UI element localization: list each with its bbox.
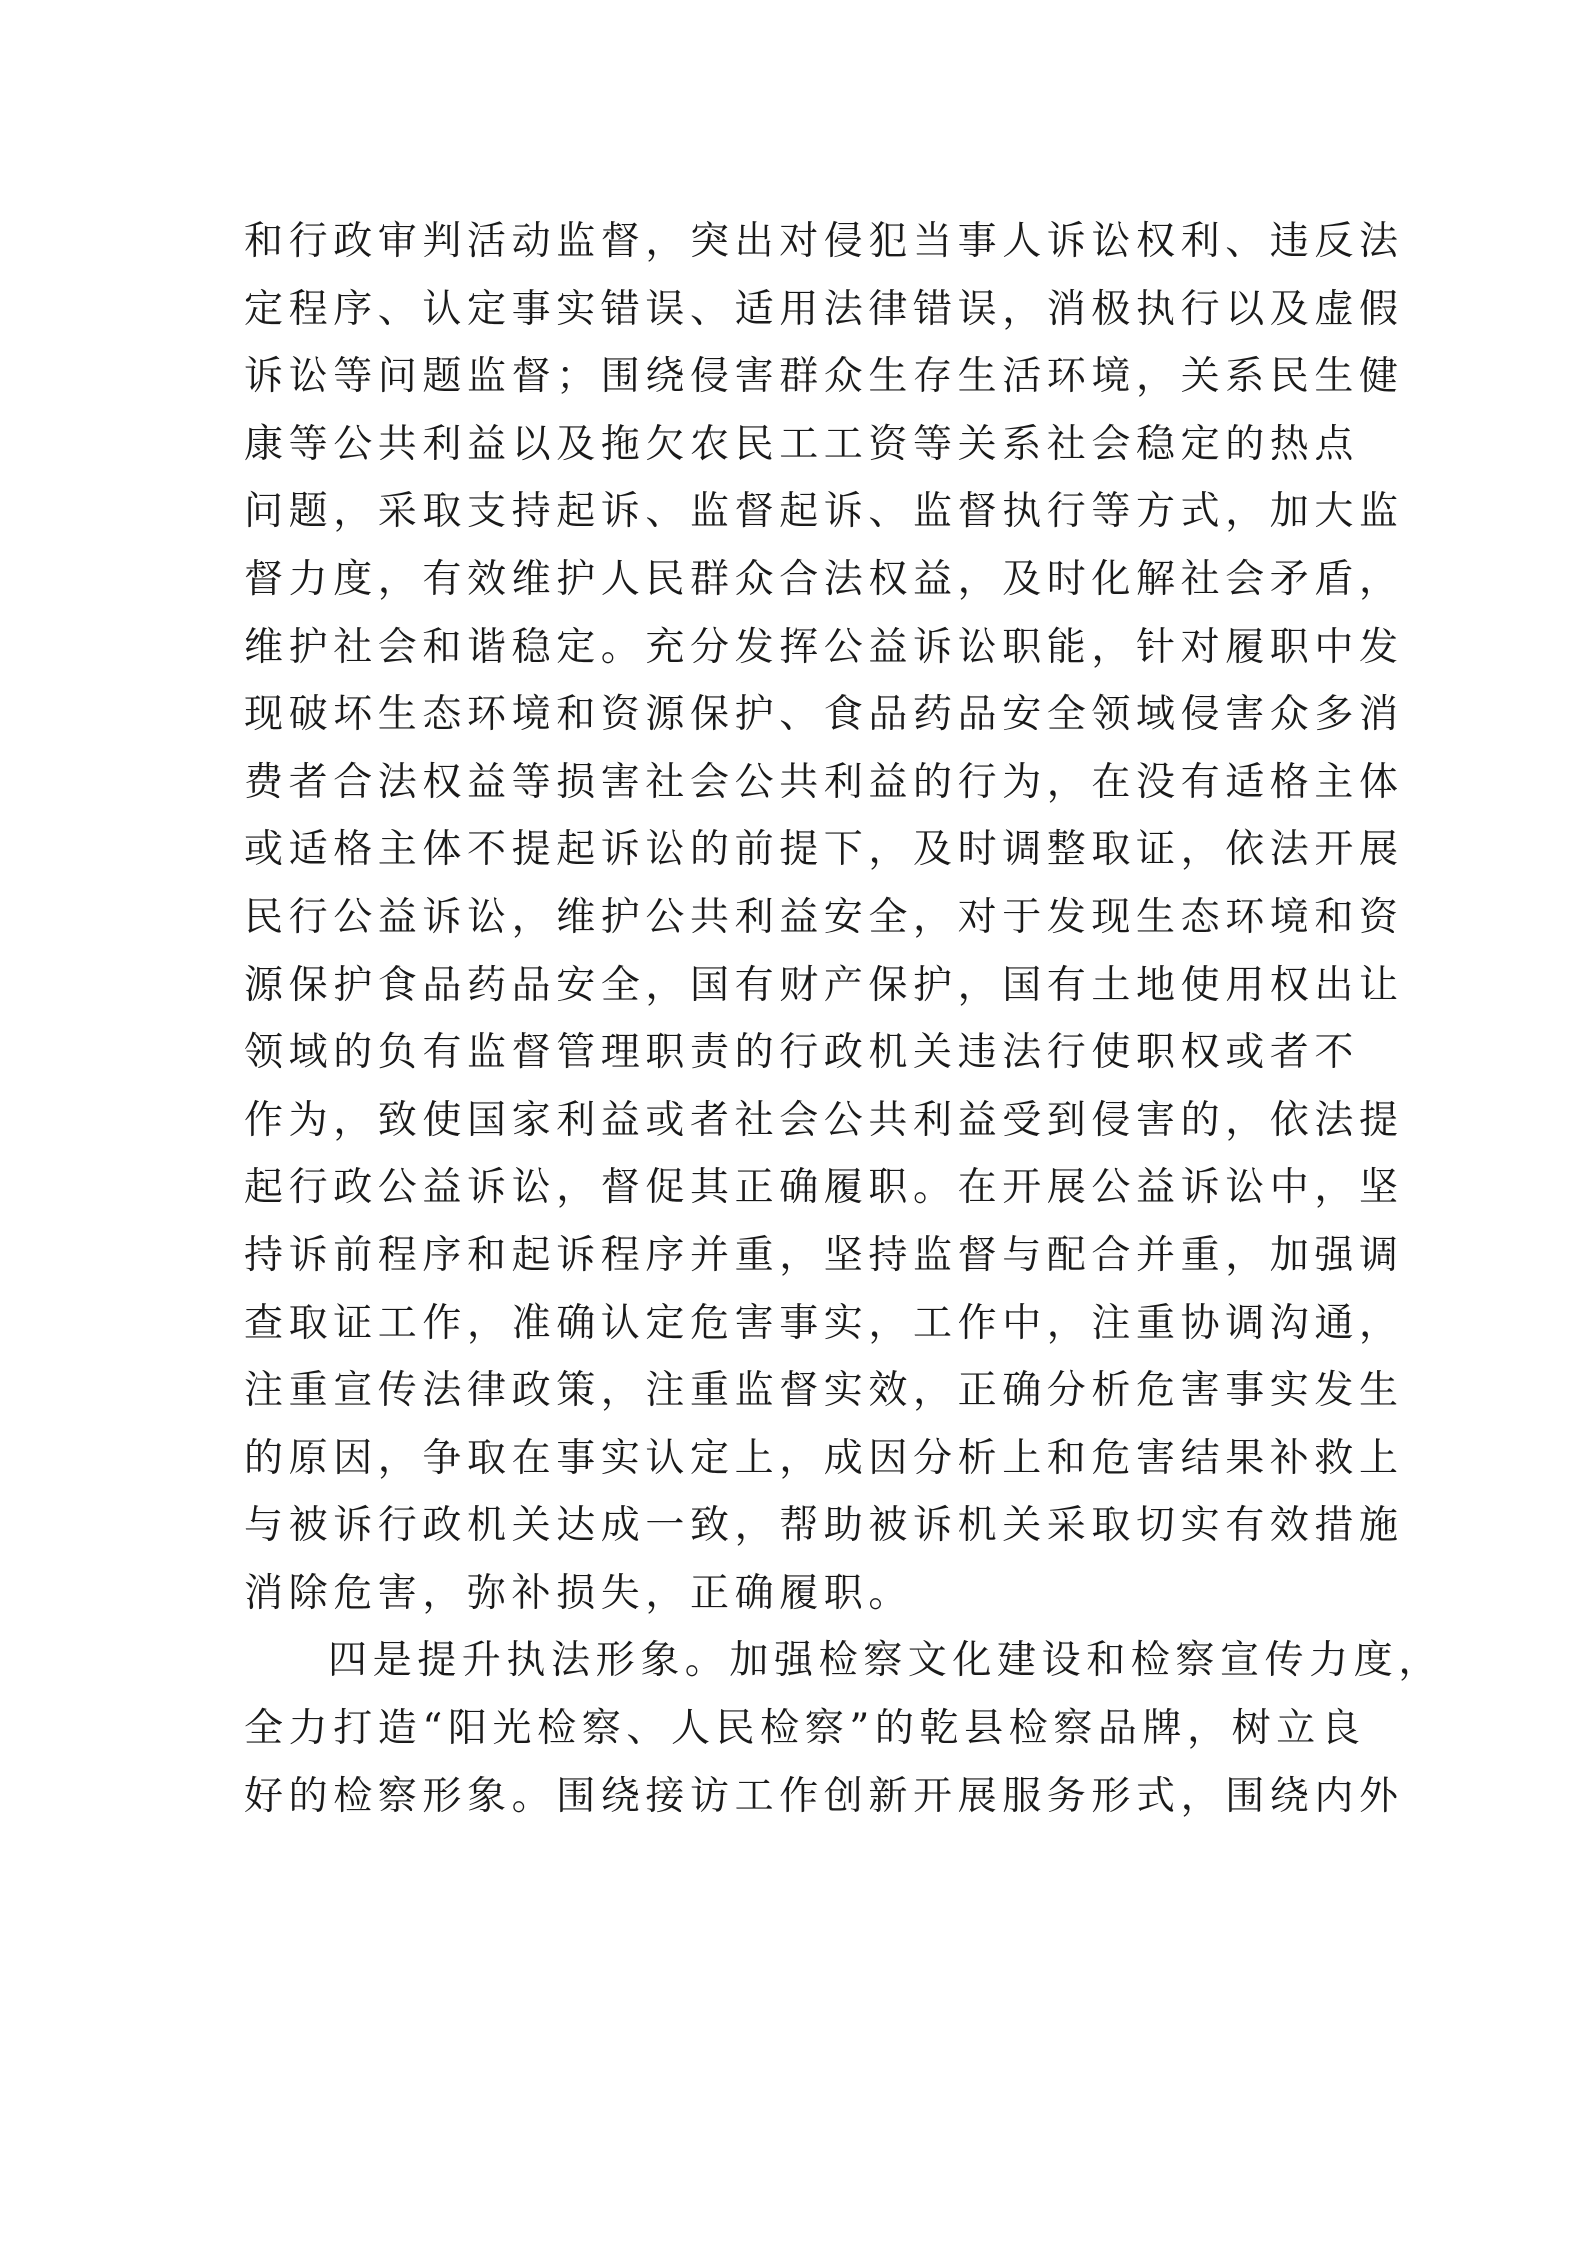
text-line: 定程序、认定事实错误、适用法律错误，消极执行以及虚假: [244, 286, 1404, 332]
text-line: 查取证工作，准确认定危害事实，工作中，注重协调沟通，: [244, 1300, 1404, 1346]
paragraph-start-line: 四是提升执法形象。加强检察文化建设和检察宣传力度，: [328, 1638, 1444, 1684]
text-line: 起行政公益诉讼，督促其正确履职。在开展公益诉讼中，坚: [244, 1165, 1404, 1211]
text-line: 问题，采取支持起诉、监督起诉、监督执行等方式，加大监: [244, 489, 1404, 535]
text-line: 源保护食品药品安全，国有财产保护，国有土地使用权出让: [244, 962, 1404, 1008]
text-line: 作为，致使国家利益或者社会公共利益受到侵害的，依法提: [244, 1097, 1404, 1143]
text-line: 民行公益诉讼，维护公共利益安全，对于发现生态环境和资: [244, 894, 1404, 940]
text-line: 费者合法权益等损害社会公共利益的行为，在没有适格主体: [244, 759, 1404, 805]
text-line: 或适格主体不提起诉讼的前提下，及时调整取证，依法开展: [244, 827, 1404, 873]
text-line: 现破坏生态环境和资源保护、食品药品安全领域侵害众多消: [244, 692, 1404, 738]
text-line: 康等公共利益以及拖欠农民工工资等关系社会稳定的热点: [244, 421, 1360, 467]
text-line: 督力度，有效维护人民群众合法权益，及时化解社会矛盾，: [244, 556, 1404, 602]
text-line: 注重宣传法律政策，注重监督实效，正确分析危害事实发生: [244, 1368, 1404, 1414]
text-line: 的原因，争取在事实认定上，成因分析上和危害结果补救上: [244, 1435, 1404, 1481]
text-line: 领域的负有监督管理职责的行政机关违法行使职权或者不: [244, 1030, 1360, 1076]
text-line: 诉讼等问题监督；围绕侵害群众生存生活环境，关系民生健: [244, 354, 1404, 400]
text-line: 维护社会和谐稳定。充分发挥公益诉讼职能，针对履职中发: [244, 624, 1404, 670]
body-text: [244, 208, 1444, 1830]
text-line: 消除危害，弥补损失，正确履职。: [244, 1570, 914, 1616]
text-line: 和行政审判活动监督，突出对侵犯当事人诉讼权利、违反法: [244, 219, 1404, 264]
text-line: 全力打造“阳光检察、人民检察”的乾县检察品牌，树立良: [244, 1706, 1366, 1752]
text-line: 与被诉行政机关达成一致，帮助被诉机关采取切实有效措施: [244, 1503, 1404, 1549]
text-line: 持诉前程序和起诉程序并重，坚持监督与配合并重，加强调: [244, 1232, 1404, 1278]
text-line: 好的检察形象。围绕接访工作创新开展服务形式，围绕内外: [244, 1773, 1404, 1819]
